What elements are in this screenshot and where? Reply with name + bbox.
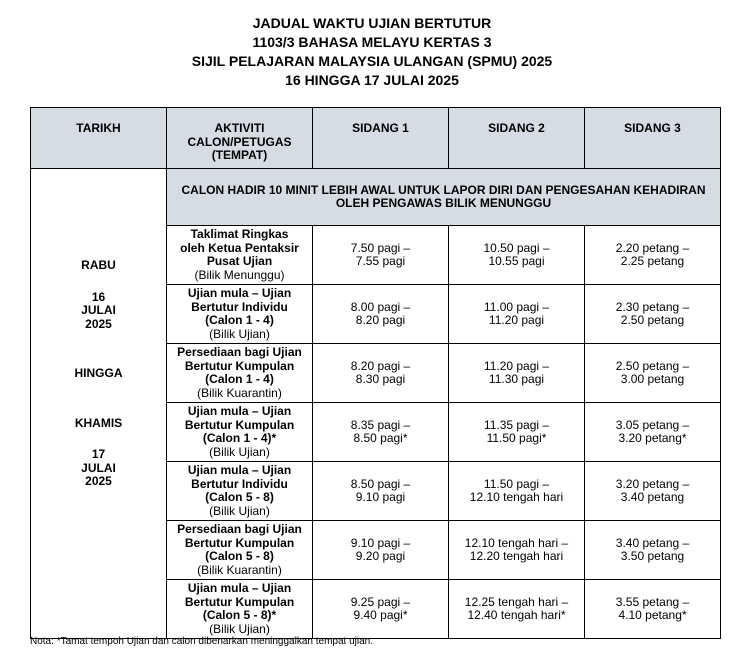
activity-line: Pusat Ujian (206, 254, 273, 268)
header-aktiviti-line: (TEMPAT) (211, 148, 268, 162)
activity-line: Bertutur Kumpulan (184, 358, 295, 373)
activity-cell (167, 226, 313, 285)
activity-line: Ujian mula – Ujian (187, 581, 292, 595)
header-sidang-3: SIDANG 3 (585, 108, 721, 169)
activity-line: (Calon 1 - 4) (205, 313, 274, 327)
time-line: 2.20 petang – (615, 240, 690, 255)
activity-location: (Bilik Kuarantin) (197, 385, 282, 400)
time-line: 7.55 pagi (355, 254, 406, 268)
time-line: 3.05 petang – (615, 417, 690, 432)
activity-line: Ujian mula – Ujian (187, 286, 292, 300)
activity-location: (Bilik Menunggu) (194, 267, 285, 282)
time-line: 9.20 pagi (355, 549, 406, 563)
time-line: 3.50 petang (620, 549, 685, 563)
time-line: 9.25 pagi – (350, 594, 411, 609)
sidang-2-time (449, 226, 585, 285)
date-hingga: HINGGA (74, 366, 123, 380)
sidang-2-time (449, 344, 585, 403)
activity-location: (Bilik Ujian) (209, 326, 270, 341)
sidang-1-time (313, 580, 449, 639)
sidang-2-time (449, 285, 585, 344)
sidang-2-time (449, 580, 585, 639)
activity-line: Bertutur Kumpulan (184, 417, 295, 432)
time-line: 11.35 pagi – (483, 417, 550, 432)
time-line: 10.55 pagi (488, 254, 545, 268)
date-1-year: 2025 (85, 316, 112, 331)
time-line: 12.40 tengah hari* (467, 608, 566, 622)
date-1-day: 16 (91, 289, 106, 304)
time-line: 3.55 petang – (615, 594, 690, 609)
notice-row (31, 169, 721, 226)
activity-line: (Calon 1 - 4) (205, 372, 274, 386)
title-line-1: JADUAL WAKTU UJIAN BERTUTUR (252, 15, 492, 31)
sidang-2-time (449, 521, 585, 580)
time-line: 11.20 pagi (488, 313, 545, 327)
sidang-1-time (313, 344, 449, 403)
time-line: 12.10 tengah hari – (464, 535, 569, 550)
sidang-3-time (585, 344, 721, 403)
sidang-1-time (313, 285, 449, 344)
title-line-4: 16 HINGGA 17 JULAI 2025 (285, 72, 459, 88)
activity-cell (167, 580, 313, 639)
time-line: 8.20 pagi – (350, 358, 411, 373)
time-line: 8.30 pagi (355, 372, 406, 386)
time-line: 2.30 petang – (615, 299, 690, 314)
sidang-3-time (585, 580, 721, 639)
time-line: 11.20 pagi – (483, 358, 550, 373)
time-line: 11.50 pagi* (486, 431, 547, 445)
activity-line: (Calon 1 - 4)* (202, 431, 277, 445)
sidang-3-time (585, 403, 721, 462)
time-line: 8.50 pagi* (353, 431, 408, 445)
time-line: 8.00 pagi – (350, 299, 411, 314)
time-line: 11.50 pagi – (483, 476, 550, 491)
header-row (31, 108, 721, 169)
notice-banner: CALON HADIR 10 MINIT LEBIH AWAL UNTUK LAPOR DIRI DAN PENGESAHAN KEHADIRAN OLEH PENGAWAS BILIK MENUNGGU (167, 169, 721, 226)
header-tarikh: TARIKH (31, 108, 167, 169)
time-line: 9.10 pagi – (350, 535, 411, 550)
header-sidang-2: SIDANG 2 (449, 108, 585, 169)
date-2-day: 17 (91, 447, 106, 461)
activity-cell (167, 462, 313, 521)
date-2-month: JULAI (81, 460, 116, 475)
sidang-3-time (585, 521, 721, 580)
sidang-1-time (313, 521, 449, 580)
date-cell (31, 169, 167, 639)
activity-line: Bertutur Individu (191, 299, 288, 314)
time-line: 7.50 pagi – (350, 240, 411, 255)
time-line: 3.40 petang – (615, 535, 690, 550)
footnote: Nota: *Tamat tempoh Ujian dan calon dibenarkan meninggalkan tempat ujian. (30, 636, 373, 647)
time-line: 9.10 pagi (355, 490, 406, 504)
date-2-year: 2025 (85, 474, 112, 488)
time-line: 2.25 petang (620, 254, 685, 268)
activity-line: Ujian mula – Ujian (187, 463, 292, 477)
date-day-1: RABU (81, 258, 116, 272)
activity-location: (Bilik Ujian) (209, 503, 270, 518)
activity-location: (Bilik Ujian) (209, 444, 270, 459)
time-line: 3.00 petang (620, 372, 685, 386)
activity-line: Bertutur Kumpulan (184, 594, 295, 609)
sidang-3-time (585, 462, 721, 521)
time-line: 3.40 petang (620, 490, 685, 504)
activity-line: (Calon 5 - 8) (205, 490, 274, 504)
time-line: 4.10 petang* (618, 608, 687, 622)
activity-cell (167, 521, 313, 580)
activity-line: (Calon 5 - 8)* (202, 608, 277, 622)
activity-line: Bertutur Individu (191, 476, 288, 491)
activity-cell (167, 403, 313, 462)
sidang-1-time (313, 403, 449, 462)
time-line: 9.40 pagi* (353, 608, 408, 622)
time-line: 12.20 tengah hari (469, 549, 564, 563)
time-line: 12.10 tengah hari (469, 490, 564, 504)
time-line: 8.35 pagi – (350, 417, 411, 432)
activity-cell (167, 285, 313, 344)
time-line: 12.25 tengah hari – (464, 594, 569, 609)
sidang-3-time (585, 285, 721, 344)
sidang-1-time (313, 226, 449, 285)
sidang-3-time (585, 226, 721, 285)
title-line-2: 1103/3 BAHASA MELAYU KERTAS 3 (252, 34, 492, 50)
time-line: 2.50 petang – (615, 358, 690, 373)
time-line: 11.00 pagi – (483, 299, 550, 314)
sidang-2-time (449, 462, 585, 521)
activity-line: (Calon 5 - 8) (205, 549, 274, 563)
date-day-2: KHAMIS (74, 415, 123, 430)
date-1-month: JULAI (81, 303, 116, 317)
header-aktiviti (167, 108, 313, 169)
activity-line: oleh Ketua Pentaksir (180, 240, 299, 255)
time-line: 10.50 pagi – (483, 240, 550, 255)
header-aktiviti-line: CALON/PETUGAS (187, 134, 292, 149)
sidang-2-time (449, 403, 585, 462)
header-aktiviti-line: AKTIVITI (214, 121, 265, 135)
activity-line: Ujian mula – Ujian (187, 404, 292, 418)
time-line: 2.50 petang (620, 313, 685, 327)
document-title (0, 14, 744, 90)
sidang-1-time (313, 462, 449, 521)
activity-line: Bertutur Kumpulan (184, 535, 295, 550)
time-line: 3.20 petang* (618, 431, 687, 445)
schedule-table (30, 107, 721, 639)
activity-line: Taklimat Ringkas (190, 227, 289, 241)
activity-cell (167, 344, 313, 403)
time-line: 8.50 pagi – (350, 476, 411, 491)
activity-line: Persediaan bagi Ujian (177, 345, 302, 359)
time-line: 3.20 petang – (615, 476, 690, 491)
header-sidang-1: SIDANG 1 (313, 108, 449, 169)
time-line: 11.30 pagi (488, 372, 545, 386)
time-line: 8.20 pagi (355, 313, 406, 327)
activity-line: Persediaan bagi Ujian (177, 522, 302, 536)
title-line-3: SIJIL PELAJARAN MALAYSIA ULANGAN (SPMU) 2025 (191, 53, 553, 69)
activity-location: (Bilik Ujian) (209, 621, 270, 636)
activity-location: (Bilik Kuarantin) (197, 562, 282, 577)
